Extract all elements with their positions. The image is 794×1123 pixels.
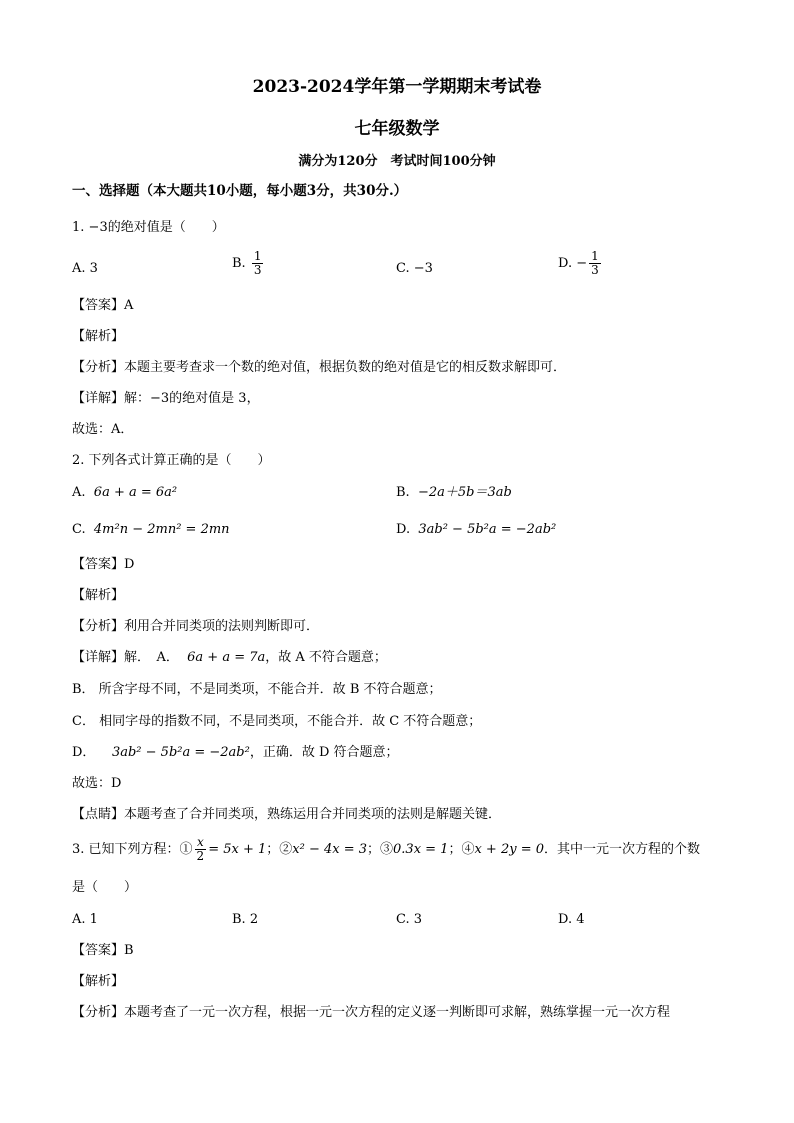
q3-option-c: C. 3 [396,912,423,927]
fraction: $\frac{1}{3}$ [253,249,262,277]
q3-option-a: A. 1 [72,912,98,927]
q2-option-d: D. 3ab² − 5b²a = −2ab² [396,522,557,537]
q1-option-b: B. $\frac{1}{3}$ [232,249,262,277]
q2-option-b: B. −2a＋5b＝3ab [396,485,512,500]
question-3-stem-line2: 是（ ） [72,880,138,895]
q2-xiangjie: 【详解】解． A． 6a + a = 7a，故 A 不符合题意； [72,650,387,665]
q2-line-c: C． 相同字母的指数不同，不是同类项，不能合并．故 C 不符合题意； [72,714,482,729]
q3-option-b: B. 2 [232,912,259,927]
q3-fenxi: 【分析】本题考查了一元一次方程，根据一元一次方程的定义逐一判断即可求解，熟练掌握一元一次方程 [72,1005,671,1020]
q2-choose: 故选：D [72,776,122,791]
q1-choose: 故选：A． [72,422,134,437]
fraction: $\frac{1}{3}$ [591,249,599,277]
q2-dianjing: 【点睛】本题考查了合并同类项，熟练运用合并同类项的法则是解题关键． [72,807,502,822]
q3-analysis-head: 【解析】 [72,974,125,989]
q1-analysis-head: 【解析】 [72,329,125,344]
q2-line-d: D． 3ab² − 5b²a = −2ab²，正确．故 D 符合题意； [72,745,399,760]
section-heading: 一、选择题（本大题共10小题，每小题3分，共30分.） [72,183,408,199]
q3-option-d: D. 4 [558,912,585,927]
question-1-stem: 1. −3的绝对值是（ ） [72,220,225,235]
q2-fenxi: 【分析】利用合并同类项的法则判断即可． [72,619,320,634]
exam-info: 满分为120分 考试时间100分钟 [298,154,496,169]
q1-answer: 【答案】A [72,298,134,313]
q1-option-d: D. − $\frac{1}{3}$ [558,249,599,277]
question-2-stem: 2. 下列各式计算正确的是（ ） [72,453,271,468]
q2-option-a: A. 6a + a = 6a² [72,485,178,500]
fraction: $\frac{x}{2}$ [196,835,205,863]
q2-option-c: C. 4m²n − 2mn² = 2mn [72,522,230,537]
q1-fenxi: 【分析】本题主要考查求一个数的绝对值，根据负数的绝对值是它的相反数求解即可． [72,360,567,375]
q2-answer: 【答案】D [72,557,135,572]
q1-option-a: A. 3 [72,261,98,276]
q2-analysis-head: 【解析】 [72,588,125,603]
exam-title: 2023-2024学年第一学期期末考试卷 [252,77,542,97]
q2-line-b: B． 所含字母不同，不是同类项，不能合并．故 B 不符合题意； [72,682,442,697]
q3-answer: 【答案】B [72,943,134,958]
q1-option-c: C. −3 [396,261,433,276]
q1-xiangjie: 【详解】解：−3的绝对值是 3， [72,391,260,406]
question-3-stem: 3. 已知下列方程：① $\frac{x}{2}$ = 5x + 1；②x² − 4x = 3；③0.3x = 1；④x + 2y = 0．其中一元一次方程的个数 [72,835,701,863]
exam-subject: 七年级数学 [354,119,440,139]
